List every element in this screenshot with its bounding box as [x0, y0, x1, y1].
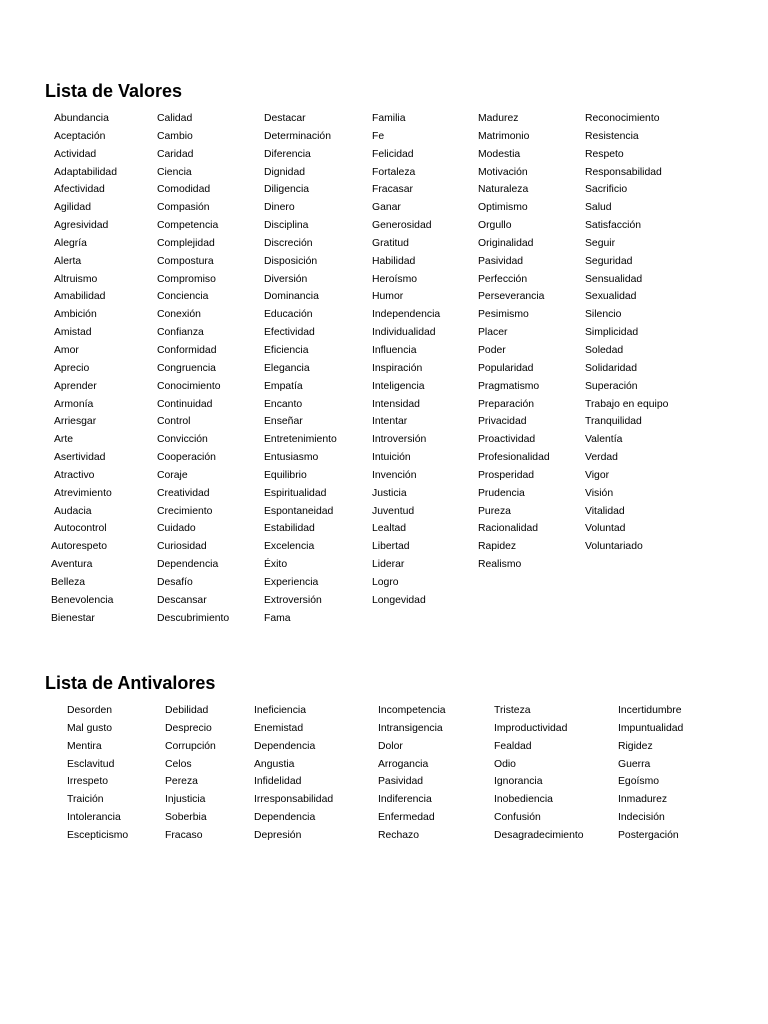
list-item: Diversión — [264, 273, 308, 285]
list-item: Desorden — [67, 705, 113, 716]
list-item: Angustia — [254, 758, 295, 770]
list-item: Realismo — [478, 559, 522, 571]
list-item: Pragmatismo — [478, 380, 540, 392]
list-item: Egoísmo — [618, 776, 660, 788]
list-item: Fealdad — [494, 740, 532, 752]
list-item: Desafío — [157, 576, 193, 588]
antivalores-column-4 — [378, 702, 446, 845]
list-item: Aprender — [54, 380, 97, 392]
list-item: Pasividad — [478, 255, 524, 267]
list-item: Confusión — [494, 812, 541, 824]
list-item: Sexualidad — [585, 291, 637, 303]
list-item: Conocimiento — [157, 380, 221, 392]
list-item: Fortaleza — [372, 166, 416, 178]
list-item: Aprecio — [54, 362, 90, 374]
list-item: Postergación — [618, 829, 679, 841]
list-item: Soberbia — [165, 812, 207, 824]
list-item: Descubrimiento — [157, 612, 230, 624]
list-item: Matrimonio — [478, 130, 530, 142]
list-item: Elegancia — [264, 362, 310, 374]
list-item: Belleza — [51, 576, 86, 588]
list-item: Mentira — [67, 740, 102, 752]
list-item: Atrevimiento — [54, 487, 112, 499]
list-item: Dinero — [264, 202, 295, 214]
list-item: Individualidad — [372, 327, 436, 339]
list-item: Congruencia — [157, 362, 216, 374]
list-item: Independencia — [372, 309, 441, 321]
list-item: Habilidad — [372, 255, 416, 267]
list-item: Incompetencia — [378, 705, 446, 716]
list-item: Dependencia — [254, 812, 316, 824]
list-item: Altruismo — [54, 273, 98, 285]
list-item: Familia — [372, 113, 406, 124]
list-item: Abundancia — [54, 113, 109, 124]
list-item: Compostura — [157, 255, 214, 267]
antivalores-column-2 — [165, 702, 216, 845]
list-item: Poder — [478, 344, 506, 356]
list-item: Solidaridad — [585, 362, 637, 374]
list-item: Ignorancia — [494, 776, 543, 788]
list-item: Compasión — [157, 202, 210, 214]
list-item: Arrogancia — [378, 758, 429, 770]
list-item: Preparación — [478, 398, 535, 410]
list-item: Afectividad — [54, 184, 105, 196]
list-item: Efectividad — [264, 327, 315, 339]
list-item: Naturaleza — [478, 184, 529, 196]
list-item: Introversión — [372, 434, 427, 446]
list-item: Arriesgar — [54, 416, 97, 428]
list-item: Motivación — [478, 166, 528, 178]
list-item: Tranquilidad — [585, 416, 642, 428]
list-item: Pereza — [165, 776, 198, 788]
list-item: Amabilidad — [54, 291, 106, 303]
list-item: Pureza — [478, 505, 511, 517]
list-item: Ambición — [54, 309, 97, 321]
antivalores-column-3 — [254, 702, 333, 845]
list-item: Intransigencia — [378, 722, 443, 734]
list-item: Control — [157, 416, 191, 428]
list-item: Dominancia — [264, 291, 319, 303]
valores-column-4 — [372, 110, 440, 610]
list-item: Impuntualidad — [618, 722, 684, 734]
list-item: Liderar — [372, 559, 405, 571]
list-item: Inspiración — [372, 362, 423, 374]
list-item: Alegría — [54, 237, 87, 249]
list-item: Amor — [54, 344, 79, 356]
list-item: Placer — [478, 327, 508, 339]
list-item: Superación — [585, 380, 638, 392]
list-item: Responsabilidad — [585, 166, 662, 178]
list-item: Encanto — [264, 398, 303, 410]
list-item: Descansar — [157, 594, 207, 606]
list-item: Verdad — [585, 452, 618, 464]
list-item: Corrupción — [165, 740, 216, 752]
list-item: Modestia — [478, 148, 521, 160]
list-item: Empatía — [264, 380, 303, 392]
list-item: Espiritualidad — [264, 487, 327, 499]
list-item: Destacar — [264, 113, 306, 124]
valores-title: Lista de Valores — [45, 81, 183, 101]
antivalores-column-5 — [494, 702, 584, 845]
list-item: Desagradecimiento — [494, 829, 584, 841]
list-item: Comodidad — [157, 184, 211, 196]
list-item: Incertidumbre — [618, 705, 682, 716]
list-item: Amistad — [54, 327, 92, 339]
list-item: Conexión — [157, 309, 201, 321]
list-item: Originalidad — [478, 237, 534, 249]
list-item: Espontaneidad — [264, 505, 334, 517]
list-item: Educación — [264, 309, 313, 321]
list-item: Vigor — [585, 469, 610, 481]
list-item: Cuidado — [157, 523, 196, 535]
list-item: Agresividad — [54, 220, 109, 232]
list-item: Agilidad — [54, 202, 91, 214]
list-item: Esclavitud — [67, 758, 115, 770]
list-item: Respeto — [585, 148, 624, 160]
list-item: Continuidad — [157, 398, 213, 410]
list-item: Intolerancia — [67, 812, 121, 824]
list-item: Simplicidad — [585, 327, 639, 339]
list-item: Invención — [372, 469, 417, 481]
list-item: Improductividad — [494, 722, 568, 734]
list-item: Longevidad — [372, 594, 426, 606]
list-item: Alerta — [54, 255, 82, 267]
list-item: Racionalidad — [478, 523, 539, 535]
list-item: Humor — [372, 291, 404, 303]
list-item: Dependencia — [254, 740, 316, 752]
valores-column-2 — [157, 110, 229, 627]
list-item: Disciplina — [264, 220, 309, 232]
list-item: Sacrificio — [585, 184, 628, 196]
list-item: Actividad — [54, 148, 97, 160]
list-item: Odio — [494, 758, 516, 770]
list-item: Caridad — [157, 148, 194, 160]
list-item: Fe — [372, 130, 385, 142]
list-item: Ganar — [372, 202, 401, 214]
list-item: Madurez — [478, 113, 519, 124]
list-item: Indiferencia — [378, 794, 432, 806]
list-item: Diligencia — [264, 184, 310, 196]
list-item: Experiencia — [264, 576, 319, 588]
antivalores-column-6 — [618, 702, 683, 845]
list-item: Éxito — [264, 559, 288, 571]
list-item: Ineficiencia — [254, 705, 306, 716]
list-item: Arte — [54, 434, 74, 446]
list-item: Competencia — [157, 220, 219, 232]
list-item: Mal gusto — [67, 722, 113, 734]
list-item: Prudencia — [478, 487, 525, 499]
list-item: Valentía — [585, 434, 623, 446]
list-item: Complejidad — [157, 237, 215, 249]
list-item: Gratitud — [372, 237, 409, 249]
list-item: Injusticia — [165, 794, 206, 806]
list-item: Privacidad — [478, 416, 527, 428]
list-item: Calidad — [157, 113, 193, 124]
list-item: Escepticismo — [67, 829, 129, 841]
list-item: Enseñar — [264, 416, 303, 428]
list-item: Inmadurez — [618, 794, 668, 806]
list-item: Diferencia — [264, 148, 311, 160]
list-item: Voluntad — [585, 523, 626, 535]
list-item: Extroversión — [264, 594, 322, 606]
list-item: Enemistad — [254, 722, 304, 734]
list-item: Orgullo — [478, 220, 512, 232]
list-item: Trabajo en equipo — [585, 398, 669, 410]
list-item: Libertad — [372, 541, 410, 553]
list-item: Irresponsabilidad — [254, 794, 334, 806]
list-item: Irrespeto — [67, 776, 109, 788]
list-item: Eficiencia — [264, 344, 309, 356]
list-item: Pesimismo — [478, 309, 529, 321]
list-item: Dependencia — [157, 559, 219, 571]
list-item: Generosidad — [372, 220, 432, 232]
list-item: Desprecio — [165, 722, 212, 734]
list-item: Seguir — [585, 237, 616, 249]
list-item: Dolor — [378, 740, 403, 752]
valores-column-3 — [264, 110, 337, 627]
list-item: Justicia — [372, 487, 407, 499]
list-item: Intensidad — [372, 398, 420, 410]
list-item: Seguridad — [585, 255, 633, 267]
list-item: Voluntariado — [585, 541, 643, 553]
list-item: Heroísmo — [372, 273, 418, 285]
list-item: Aventura — [51, 559, 93, 571]
list-item: Visión — [585, 487, 614, 499]
list-item: Autorespeto — [51, 541, 108, 553]
list-item: Benevolencia — [51, 594, 114, 606]
list-item: Celos — [165, 758, 192, 770]
list-item: Enfermedad — [378, 812, 435, 824]
list-item: Inobediencia — [494, 794, 553, 806]
list-item: Felicidad — [372, 148, 414, 160]
list-item: Sensualidad — [585, 273, 643, 285]
list-item: Asertividad — [54, 452, 106, 464]
list-item: Rigidez — [618, 740, 653, 752]
list-item: Proactividad — [478, 434, 536, 446]
list-item: Fama — [264, 612, 291, 624]
list-item: Logro — [372, 576, 399, 588]
list-item: Resistencia — [585, 130, 639, 142]
list-item: Fracaso — [165, 829, 203, 841]
list-item: Atractivo — [54, 469, 95, 481]
list-item: Crecimiento — [157, 505, 213, 517]
list-item: Vitalidad — [585, 505, 625, 517]
list-item: Cambio — [157, 130, 193, 142]
list-item: Guerra — [618, 758, 651, 770]
list-item: Rechazo — [378, 829, 420, 841]
list-item: Optimismo — [478, 202, 528, 214]
list-item: Equilibrio — [264, 469, 307, 481]
list-item: Disposición — [264, 255, 318, 267]
list-item: Aceptación — [54, 130, 106, 142]
list-item: Satisfacción — [585, 220, 642, 232]
list-item: Discreción — [264, 237, 313, 249]
list-item: Prosperidad — [478, 469, 535, 481]
list-item: Inteligencia — [372, 380, 425, 392]
list-item: Profesionalidad — [478, 452, 550, 464]
list-item: Bienestar — [51, 612, 95, 624]
list-item: Tristeza — [494, 705, 531, 716]
list-item: Coraje — [157, 469, 188, 481]
list-item: Confianza — [157, 327, 204, 339]
list-item: Estabilidad — [264, 523, 315, 535]
list-item: Cooperación — [157, 452, 216, 464]
list-item: Salud — [585, 202, 612, 214]
list-item: Autocontrol — [54, 523, 107, 535]
list-item: Traición — [67, 794, 104, 806]
valores-column-1 — [51, 110, 117, 627]
list-item: Perseverancia — [478, 291, 545, 303]
valores-column-6 — [585, 110, 668, 556]
list-item: Indecisión — [618, 812, 665, 824]
list-item: Dignidad — [264, 166, 306, 178]
valores-column-5 — [478, 110, 550, 574]
list-item: Ciencia — [157, 166, 192, 178]
list-item: Excelencia — [264, 541, 315, 553]
list-item: Perfección — [478, 273, 528, 285]
antivalores-title: Lista de Antivalores — [45, 673, 216, 693]
list-item: Popularidad — [478, 362, 534, 374]
list-item: Infidelidad — [254, 776, 302, 788]
list-item: Convicción — [157, 434, 208, 446]
list-item: Reconocimiento — [585, 113, 660, 124]
list-item: Influencia — [372, 344, 417, 356]
list-item: Entretenimiento — [264, 434, 337, 446]
list-item: Lealtad — [372, 523, 407, 535]
list-item: Entusiasmo — [264, 452, 319, 464]
antivalores-column-1 — [67, 702, 128, 845]
list-item: Fracasar — [372, 184, 413, 196]
list-item: Audacia — [54, 505, 92, 517]
list-item: Debilidad — [165, 705, 209, 716]
list-item: Silencio — [585, 309, 622, 321]
list-item: Adaptabilidad — [54, 166, 117, 178]
list-item: Soledad — [585, 344, 624, 356]
list-item: Compromiso — [157, 273, 216, 285]
list-item: Armonía — [54, 398, 94, 410]
list-item: Pasividad — [378, 776, 424, 788]
list-item: Conciencia — [157, 291, 209, 303]
list-item: Determinación — [264, 130, 331, 142]
list-item: Curiosidad — [157, 541, 207, 553]
list-item: Conformidad — [157, 344, 217, 356]
list-item: Creatividad — [157, 487, 210, 499]
list-item: Intentar — [372, 416, 408, 428]
list-item: Juventud — [372, 505, 415, 517]
list-item: Intuición — [372, 452, 411, 464]
list-item: Depresión — [254, 829, 302, 841]
list-item: Rapidez — [478, 541, 517, 553]
